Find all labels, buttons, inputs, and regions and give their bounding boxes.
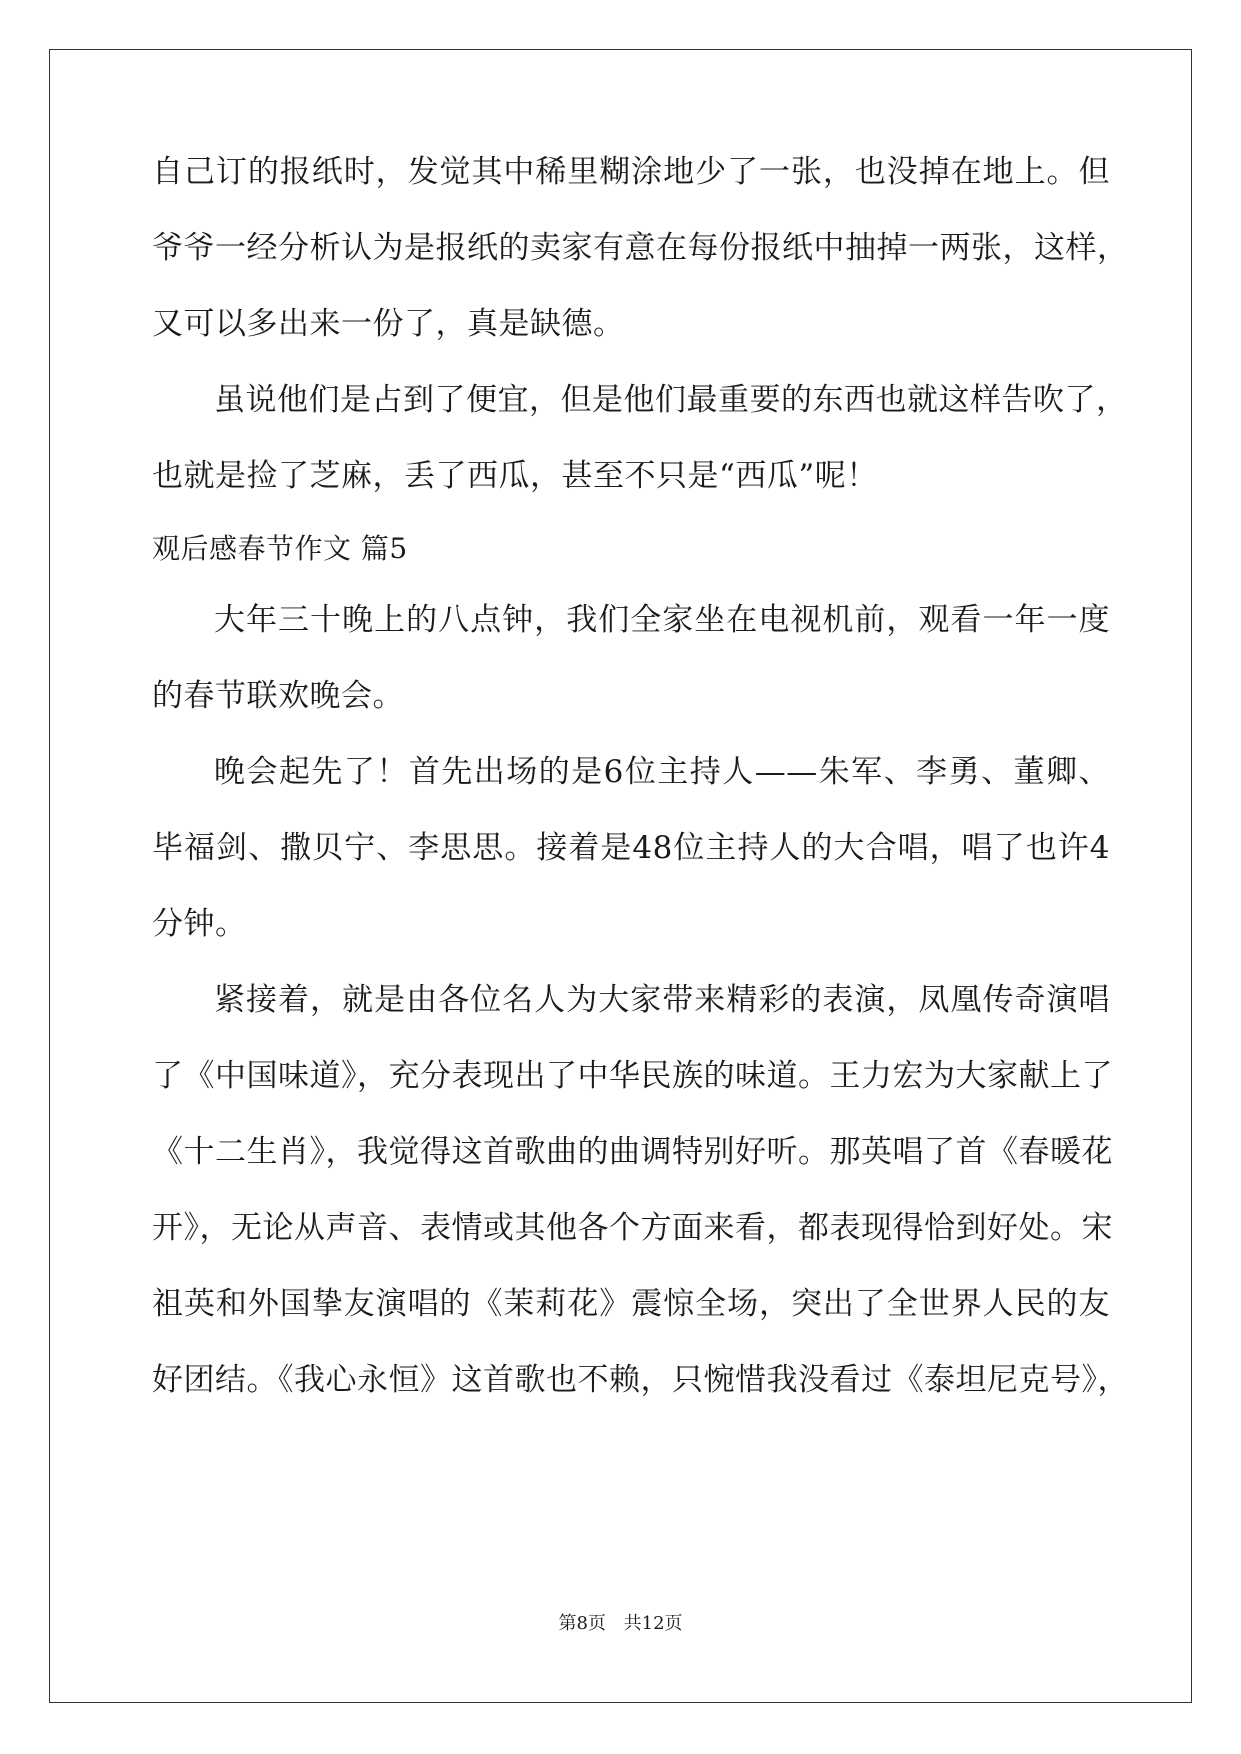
text-line: 祖英和外国挚友演唱的《茉莉花》震惊全场，突出了全世界人民的友	[152, 1286, 1110, 1322]
text-line: 的春节联欢晚会。	[152, 678, 404, 714]
text-line: 毕福剑、撒贝宁、李思思。接着是48位主持人的大合唱，唱了也许4	[152, 830, 1110, 866]
text-line: 自己订的报纸时，发觉其中稀里糊涂地少了一张，也没掉在地上。但	[152, 154, 1110, 190]
text-line: 虽说他们是占到了便宜，但是他们最重要的东西也就这样告吹了，	[214, 382, 1128, 418]
text-line: 分钟。	[152, 906, 247, 942]
text-line: 紧接着，就是由各位名人为大家带来精彩的表演，凤凰传奇演唱	[214, 982, 1110, 1018]
text-line: 爷爷一经分析认为是报纸的卖家有意在每份报纸中抽掉一两张，这样，	[152, 230, 1129, 266]
page-footer	[0, 1612, 1241, 1636]
text-line: 也就是捡了芝麻，丢了西瓜，甚至不只是“西瓜”呢！	[152, 458, 878, 494]
page-number: 第8页	[558, 1613, 606, 1634]
text-line: 又可以多出来一份了，真是缺德。	[152, 306, 625, 342]
text-line: 开》，无论从声音、表情或其他各个方面来看，都表现得恰到好处。宋	[152, 1210, 1113, 1246]
section-heading: 观后感春节作文 篇5	[152, 532, 408, 565]
text-line: 晚会起先了！首先出场的是6位主持人——朱军、李勇、董卿、	[214, 754, 1110, 790]
page-total: 共12页	[623, 1613, 683, 1634]
page-border	[49, 49, 1192, 1703]
text-line: 了《中国味道》，充分表现出了中华民族的味道。王力宏为大家献上了	[152, 1058, 1113, 1094]
text-line: 好团结。《我心永恒》这首歌也不赖，只惋惜我没看过《泰坦尼克号》，	[152, 1362, 1129, 1398]
text-line: 大年三十晚上的八点钟，我们全家坐在电视机前，观看一年一度	[214, 602, 1110, 638]
text-line: 《十二生肖》，我觉得这首歌曲的曲调特别好听。那英唱了首《春暖花	[152, 1134, 1113, 1170]
